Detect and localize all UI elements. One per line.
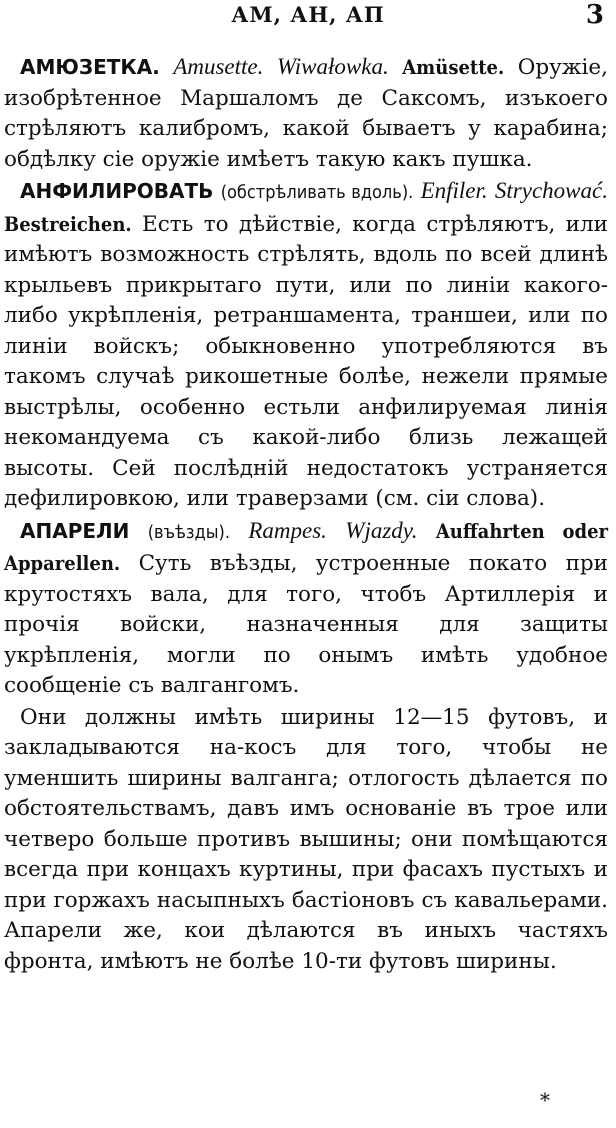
page-number: 3 [585,0,604,30]
entry-amusette [4,52,608,175]
german-term: Bestreichen. [4,211,132,236]
russian-gloss: (въѣзды). [147,521,230,543]
polish-term: Wiwałowka. [276,54,389,79]
definition-text: Суть въѣзды, устроенные покато при крутостяхъ вала, для того, чтобъ Артиллерія и прочія войски, назначенныя для защиты укрѣпленія, могли по онымъ имѣть удобное сообщеніе съ валгангомъ. [4,551,608,698]
footer-asterisk: * [540,1088,550,1112]
russian-gloss: (обстрѣливать вдоль). [220,182,414,203]
page-body [4,52,608,978]
german-term: Amüsette. [402,55,505,79]
definition-text: Есть то дѣйствіе, когда стрѣляютъ, или имѣютъ возможность стрѣлять, вдоль по всей длинѣ крыльевъ прикрытаго пути, или по линіи какого-либо укрѣпленія, ретраншамента, траншеи, или по линіи войскъ; обыкновенно употребляются въ такомъ случаѣ рикошетные болѣе, нежели прямые выстрѣлы, особенно естьли анфилируемая линія некомандуема съ какой-либо близь лежащей высоты. Сей послѣдній недостатокъ устраняется дефилировкою, или траверзами (см. сіи слова). [4,211,608,511]
french-term: Enfiler. [420,178,488,203]
polish-term: Wjazdy. [345,517,418,543]
headword: АПАРЕЛИ [20,518,130,543]
german-term: Auffahrten oder Apparellen. [4,518,609,575]
entry-rampes [4,516,608,702]
french-term: Amusette. [173,54,264,79]
entry-enfiler [4,176,608,515]
french-term: Rampes. [248,517,327,543]
definition-text: Оружіе, изобрѣтенное Маршаломъ де Саксомъ, изъкоего стрѣляютъ калибромъ, какой бываетъ у карабина; обдѣлку сіе оружіе имѣетъ такую какъ пушка. [4,55,608,172]
running-header [0,2,616,32]
headword: АНФИЛИРОВАТЬ [20,179,214,203]
headword: АМЮЗЕТКА. [20,55,160,79]
polish-term: Strychować. [494,178,608,203]
header-title: АМ, АН, АП [231,2,385,27]
continuation-paragraph: Они должны имѣть ширины 12—15 футовъ, и закладываются на-косъ для того, чтобы не уменшить ширины валганга; отлогость дѣлается по обстоятельствамъ, давъ имъ основаніе въ трое или четверо больше противъ вышины; они помѣщаются всегда при концахъ куртины, при фасахъ пустыхъ и при горжахъ насыпныхъ бастіоновъ съ кавальерами. Апарели же, кои дѣлаются въ иныхъ частяхъ фронта, имѣютъ не болѣе 10-ти футовъ ширины. [4,704,608,974]
